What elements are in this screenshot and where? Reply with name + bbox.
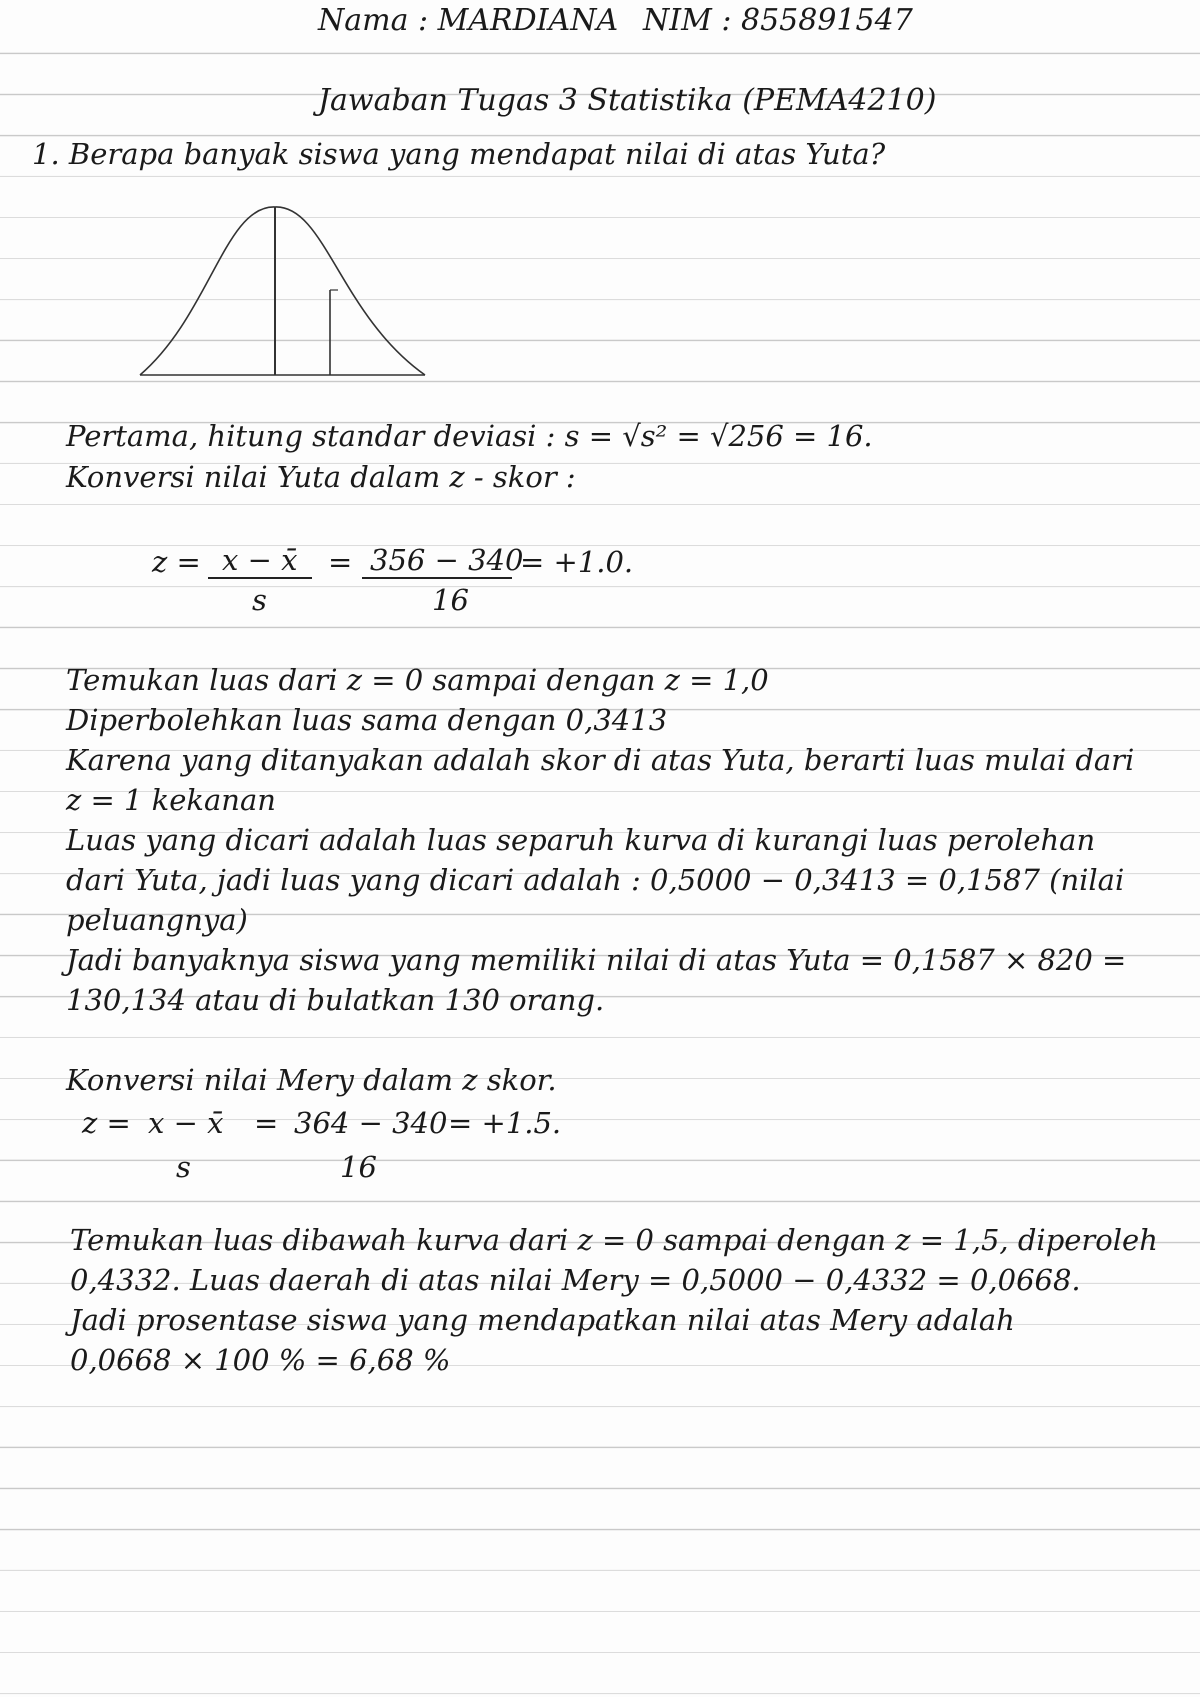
formula-numerator-values: 356 − 340 xyxy=(370,543,524,577)
formula-denominator-values: 16 xyxy=(432,583,469,617)
fraction-bar xyxy=(208,577,312,579)
formula-result: = +1.0. xyxy=(520,545,634,579)
std-dev-line: Pertama, hitung standar deviasi : s = √s² = √256 = 16. xyxy=(66,419,873,453)
mery-p1b: 0,4332. Luas daerah di atas nilai Mery = 0,5000 − 0,4332 = 0,0668. xyxy=(70,1263,1081,1297)
bell-curve xyxy=(140,207,425,375)
yuta-p3b: z = 1 kekanan xyxy=(66,783,276,817)
student-name: Nama : MARDIANA xyxy=(318,3,619,38)
convert-yuta-line: Konversi nilai Yuta dalam z - skor : xyxy=(66,460,576,494)
formula-numerator: x − x̄ xyxy=(222,543,298,577)
mery-formula-equals: = xyxy=(254,1106,279,1140)
assignment-title: Jawaban Tugas 3 Statistika (PEMA4210) xyxy=(318,83,937,118)
convert-mery-line: Konversi nilai Mery dalam z skor. xyxy=(66,1063,557,1097)
yuta-p1: Temukan luas dari z = 0 sampai dengan z = 1,0 xyxy=(66,663,769,697)
normal-curve-sketch xyxy=(130,195,440,385)
student-nim: NIM : 855891547 xyxy=(643,3,913,38)
mery-p2a: Jadi prosentase siswa yang mendapatkan nilai atas Mery adalah xyxy=(70,1303,1015,1337)
question-1: 1. Berapa banyak siswa yang mendapat nilai di atas Yuta? xyxy=(32,137,886,171)
mery-formula-lhs: z = xyxy=(82,1106,131,1140)
mery-formula-result: = +1.5. xyxy=(448,1106,562,1140)
mery-formula-denominator-values: 16 xyxy=(340,1150,377,1184)
formula-lhs: z = xyxy=(152,545,201,579)
mery-formula-denominator: s xyxy=(176,1150,191,1184)
yuta-p4c: peluangnya) xyxy=(66,903,248,937)
yuta-p5b: 130,134 atau di bulatkan 130 orang. xyxy=(66,983,605,1017)
mery-formula-numerator-values: 364 − 340 xyxy=(294,1106,448,1140)
yuta-p2: Diperbolehkan luas sama dengan 0,3413 xyxy=(66,703,668,737)
yuta-p4a: Luas yang dicari adalah luas separuh kurva di kurangi luas perolehan xyxy=(66,823,1096,857)
yuta-p3a: Karena yang ditanyakan adalah skor di atas Yuta, berarti luas mulai dari xyxy=(66,743,1135,777)
yuta-p4b: dari Yuta, jadi luas yang dicari adalah : 0,5000 − 0,3413 = 0,1587 (nilai xyxy=(66,863,1125,897)
yuta-p5a: Jadi banyaknya siswa yang memiliki nilai di atas Yuta = 0,1587 × 820 = xyxy=(66,943,1127,977)
fraction-bar-values xyxy=(362,577,512,579)
formula-equals: = xyxy=(328,545,353,579)
mery-formula-numerator: x − x̄ xyxy=(148,1106,224,1140)
mery-p1a: Temukan luas dibawah kurva dari z = 0 sampai dengan z = 1,5, diperoleh xyxy=(70,1223,1158,1257)
formula-denominator: s xyxy=(252,583,267,617)
mery-p2b: 0,0668 × 100 % = 6,68 % xyxy=(70,1343,451,1377)
